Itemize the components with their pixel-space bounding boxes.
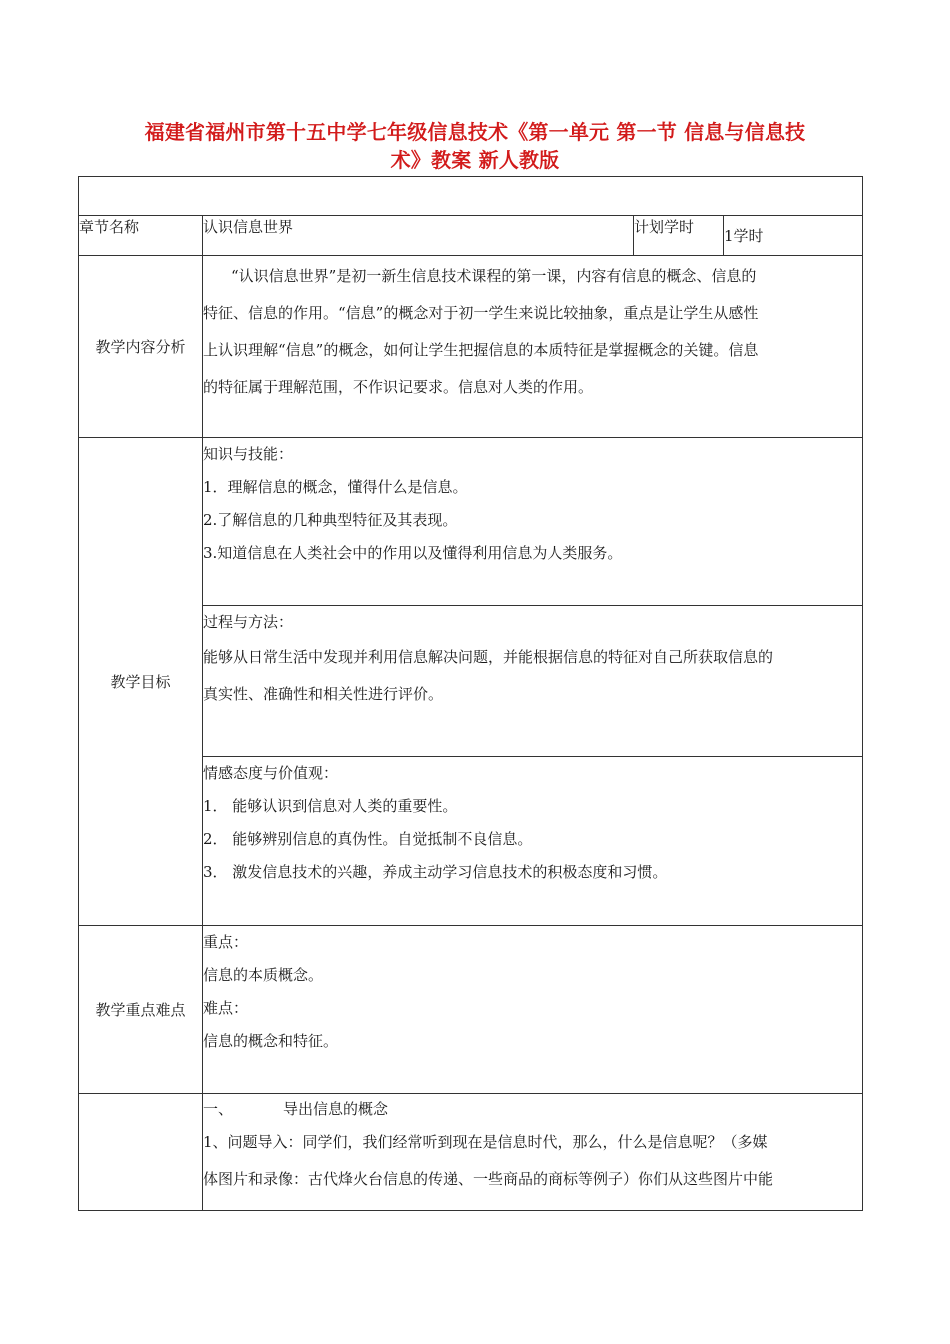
emotion-item: 1． 能够认识到信息对人类的重要性。 [203, 797, 458, 815]
step-title: 导出信息的概念 [283, 1100, 389, 1118]
analysis-line: 的特征属于理解范围，不作识记要求。信息对人类的作用。 [203, 378, 594, 396]
goals-label: 教学目标 [79, 438, 203, 926]
step-number: 一、 [203, 1100, 234, 1118]
analysis-content [203, 256, 863, 438]
keypoints-label: 教学重点难点 [79, 926, 203, 1094]
difficult-text: 信息的概念和特征。 [203, 1032, 339, 1050]
process-heading: 过程与方法： [203, 613, 294, 631]
knowledge-content [203, 438, 863, 606]
emotion-content [203, 757, 863, 926]
chapter-value: 认识信息世界 [203, 216, 634, 256]
hours-value: 1学时 [724, 216, 863, 256]
analysis-line: 特征、信息的作用。“信息”的概念对于初一学生来说比较抽象，重点是让学生从感性 [203, 304, 759, 322]
hours-label: 计划学时 [634, 216, 724, 256]
chapter-row [79, 216, 863, 256]
keypoints-row [79, 926, 863, 1094]
process-content [203, 606, 863, 757]
analysis-row [79, 256, 863, 438]
header-empty-row [79, 177, 863, 216]
difficult-heading: 难点： [203, 999, 249, 1017]
process-line: 能够从日常生活中发现并利用信息解决问题，并能根据信息的特征对自己所获取信息的 [203, 648, 774, 666]
analysis-line: “认识信息世界”是初一新生信息技术课程的第一课，内容有信息的概念、信息的 [231, 267, 757, 285]
process-section-line: 体图片和录像：古代烽火台信息的传递、一些商品的商标等例子）你们从这些图片中能 [203, 1170, 774, 1188]
title-line-2: 术》教案 新人教版 [390, 148, 560, 172]
keypoints-content [203, 926, 863, 1094]
process-line: 真实性、准确性和相关性进行评价。 [203, 685, 444, 703]
process-section-label [79, 1094, 203, 1211]
process-section-content [203, 1094, 863, 1211]
lesson-plan-table [78, 176, 863, 1211]
process-section-line: 1、问题导入：同学们，我们经常听到现在是信息时代，那么，什么是信息呢？（多媒 [203, 1133, 768, 1151]
emotion-item: 3． 激发信息技术的兴趣，养成主动学习信息技术的积极态度和习惯。 [203, 863, 668, 881]
chapter-label: 章节名称 [79, 216, 203, 256]
key-text: 信息的本质概念。 [203, 966, 324, 984]
empty-header-cell [79, 177, 863, 216]
goals-knowledge-row [79, 438, 863, 606]
knowledge-heading: 知识与技能： [203, 445, 294, 463]
knowledge-item: 2.了解信息的几种典型特征及其表现。 [203, 511, 458, 529]
step-heading [203, 1094, 862, 1124]
knowledge-item: 3.知道信息在人类社会中的作用以及懂得利用信息为人类服务。 [203, 544, 623, 562]
emotion-heading: 情感态度与价值观： [203, 764, 339, 782]
emotion-item: 2． 能够辨别信息的真伪性。自觉抵制不良信息。 [203, 830, 533, 848]
process-section-row [79, 1094, 863, 1211]
document-title [80, 118, 870, 174]
analysis-line: 上认识理解“信息”的概念，如何让学生把握信息的本质特征是掌握概念的关键。信息 [203, 341, 759, 359]
key-heading: 重点： [203, 933, 249, 951]
title-line-1: 福建省福州市第十五中学七年级信息技术《第一单元 第一节 信息与信息技 [144, 120, 806, 144]
knowledge-item: 1．理解信息的概念，懂得什么是信息。 [203, 478, 468, 496]
analysis-label: 教学内容分析 [79, 256, 203, 438]
